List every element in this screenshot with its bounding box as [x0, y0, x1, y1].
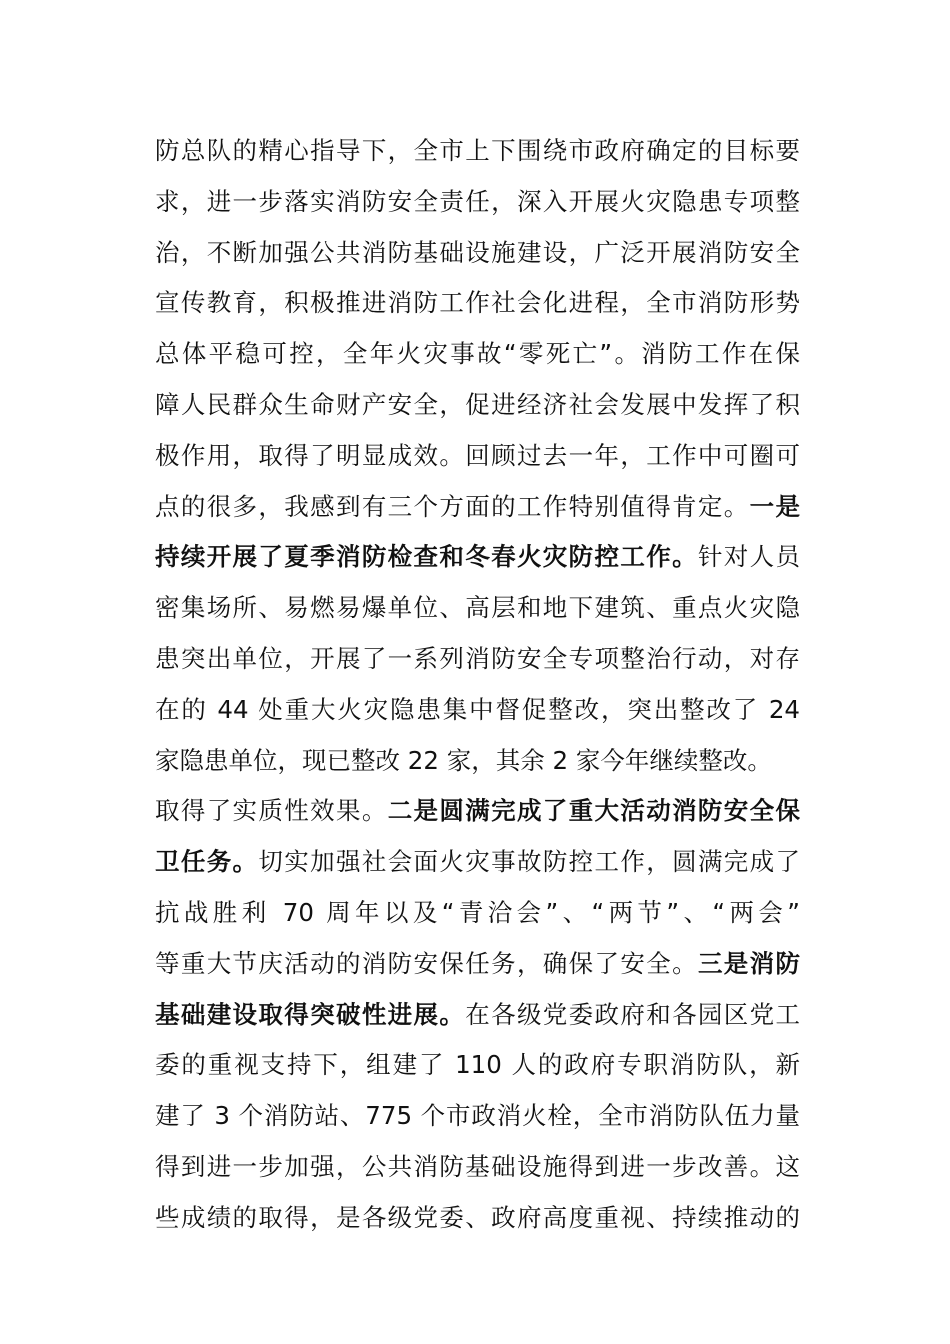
body-text-run: 求，进一步落实消防安全责任，深入开展火灾隐患专项整 [155, 186, 800, 216]
body-text-run: 点的很多，我感到有三个方面的工作特别值得肯定。 [155, 491, 750, 521]
text-line [155, 634, 800, 685]
text-line [155, 1091, 800, 1142]
bold-heading-text: 卫任务。 [155, 847, 259, 877]
body-text-run: 密集场所、易燃易爆单位、高层和地下建筑、重点火灾隐 [155, 593, 800, 623]
body-text-run: 极作用，取得了明显成效。回顾过去一年，工作中可圈可 [155, 440, 800, 470]
text-line [155, 1142, 800, 1193]
text-line [155, 278, 800, 329]
text-line [155, 126, 800, 177]
bold-heading-text: 三是消防 [697, 948, 800, 978]
text-line [155, 380, 800, 431]
body-text-run: 家隐患单位，现已整改 22 家，其余 2 家今年继续整改。 [155, 745, 772, 775]
body-text [155, 126, 800, 1244]
text-line [155, 736, 800, 787]
text-line [155, 786, 800, 837]
bold-heading-text: 二是圆满完成了重大活动消防安全保 [387, 796, 800, 826]
text-line [155, 583, 800, 634]
body-text-run: 在各级党委政府和各园区党工 [465, 999, 800, 1029]
text-line [155, 228, 800, 279]
bold-heading-text: 基础建设取得突破性进展。 [155, 999, 466, 1029]
body-text-run: 取得了实质性效果。 [155, 796, 388, 826]
bold-heading-text: 持续开展了夏季消防检查和冬春火灾防控工作。 [155, 542, 698, 572]
text-line [155, 888, 800, 939]
body-text-run: 等重大节庆活动的消防安保任务，确保了安全。 [155, 948, 698, 978]
body-text-run: 委的重视支持下，组建了 110 人的政府专职消防队，新 [155, 1050, 800, 1080]
bold-heading-text: 一是 [749, 491, 801, 521]
text-line [155, 1193, 800, 1244]
body-text-run: 患突出单位，开展了一系列消防安全专项整治行动，对存 [155, 643, 800, 673]
body-text-run: 障人民群众生命财产安全，促进经济社会发展中发挥了积 [155, 389, 800, 419]
body-text-run: 在的 44 处重大火灾隐患集中督促整改，突出整改了 24 [155, 694, 800, 724]
body-text-run: 切实加强社会面火灾事故防控工作，圆满完成了 [258, 847, 801, 877]
body-text-run: 治，不断加强公共消防基础设施建设，广泛开展消防安全 [155, 237, 800, 267]
body-text-run: 抗战胜利 70 周年以及“青洽会”、“两节”、“两会” [155, 897, 800, 927]
text-line [155, 431, 800, 482]
text-line [155, 685, 800, 736]
body-text-run: 些成绩的取得，是各级党委、政府高度重视、持续推动的 [155, 1202, 800, 1232]
text-line [155, 177, 800, 228]
text-line [155, 837, 800, 888]
body-text-run: 宣传教育，积极推进消防工作社会化进程，全市消防形势 [155, 288, 800, 318]
body-text-run: 得到进一步加强，公共消防基础设施得到进一步改善。这 [155, 1151, 800, 1181]
body-text-run: 建了 3 个消防站、775 个市政消火栓，全市消防队伍力量 [155, 1101, 800, 1131]
text-line [155, 532, 800, 583]
text-line [155, 1040, 800, 1091]
body-text-run: 防总队的精心指导下，全市上下围绕市政府确定的目标要 [155, 136, 800, 165]
text-line [155, 990, 800, 1041]
body-text-run: 总体平稳可控，全年火灾事故“零死亡”。消防工作在保 [155, 339, 800, 369]
text-line [155, 329, 800, 380]
body-text-run: 针对人员 [697, 542, 800, 572]
text-line [155, 482, 800, 533]
text-line [155, 939, 800, 990]
